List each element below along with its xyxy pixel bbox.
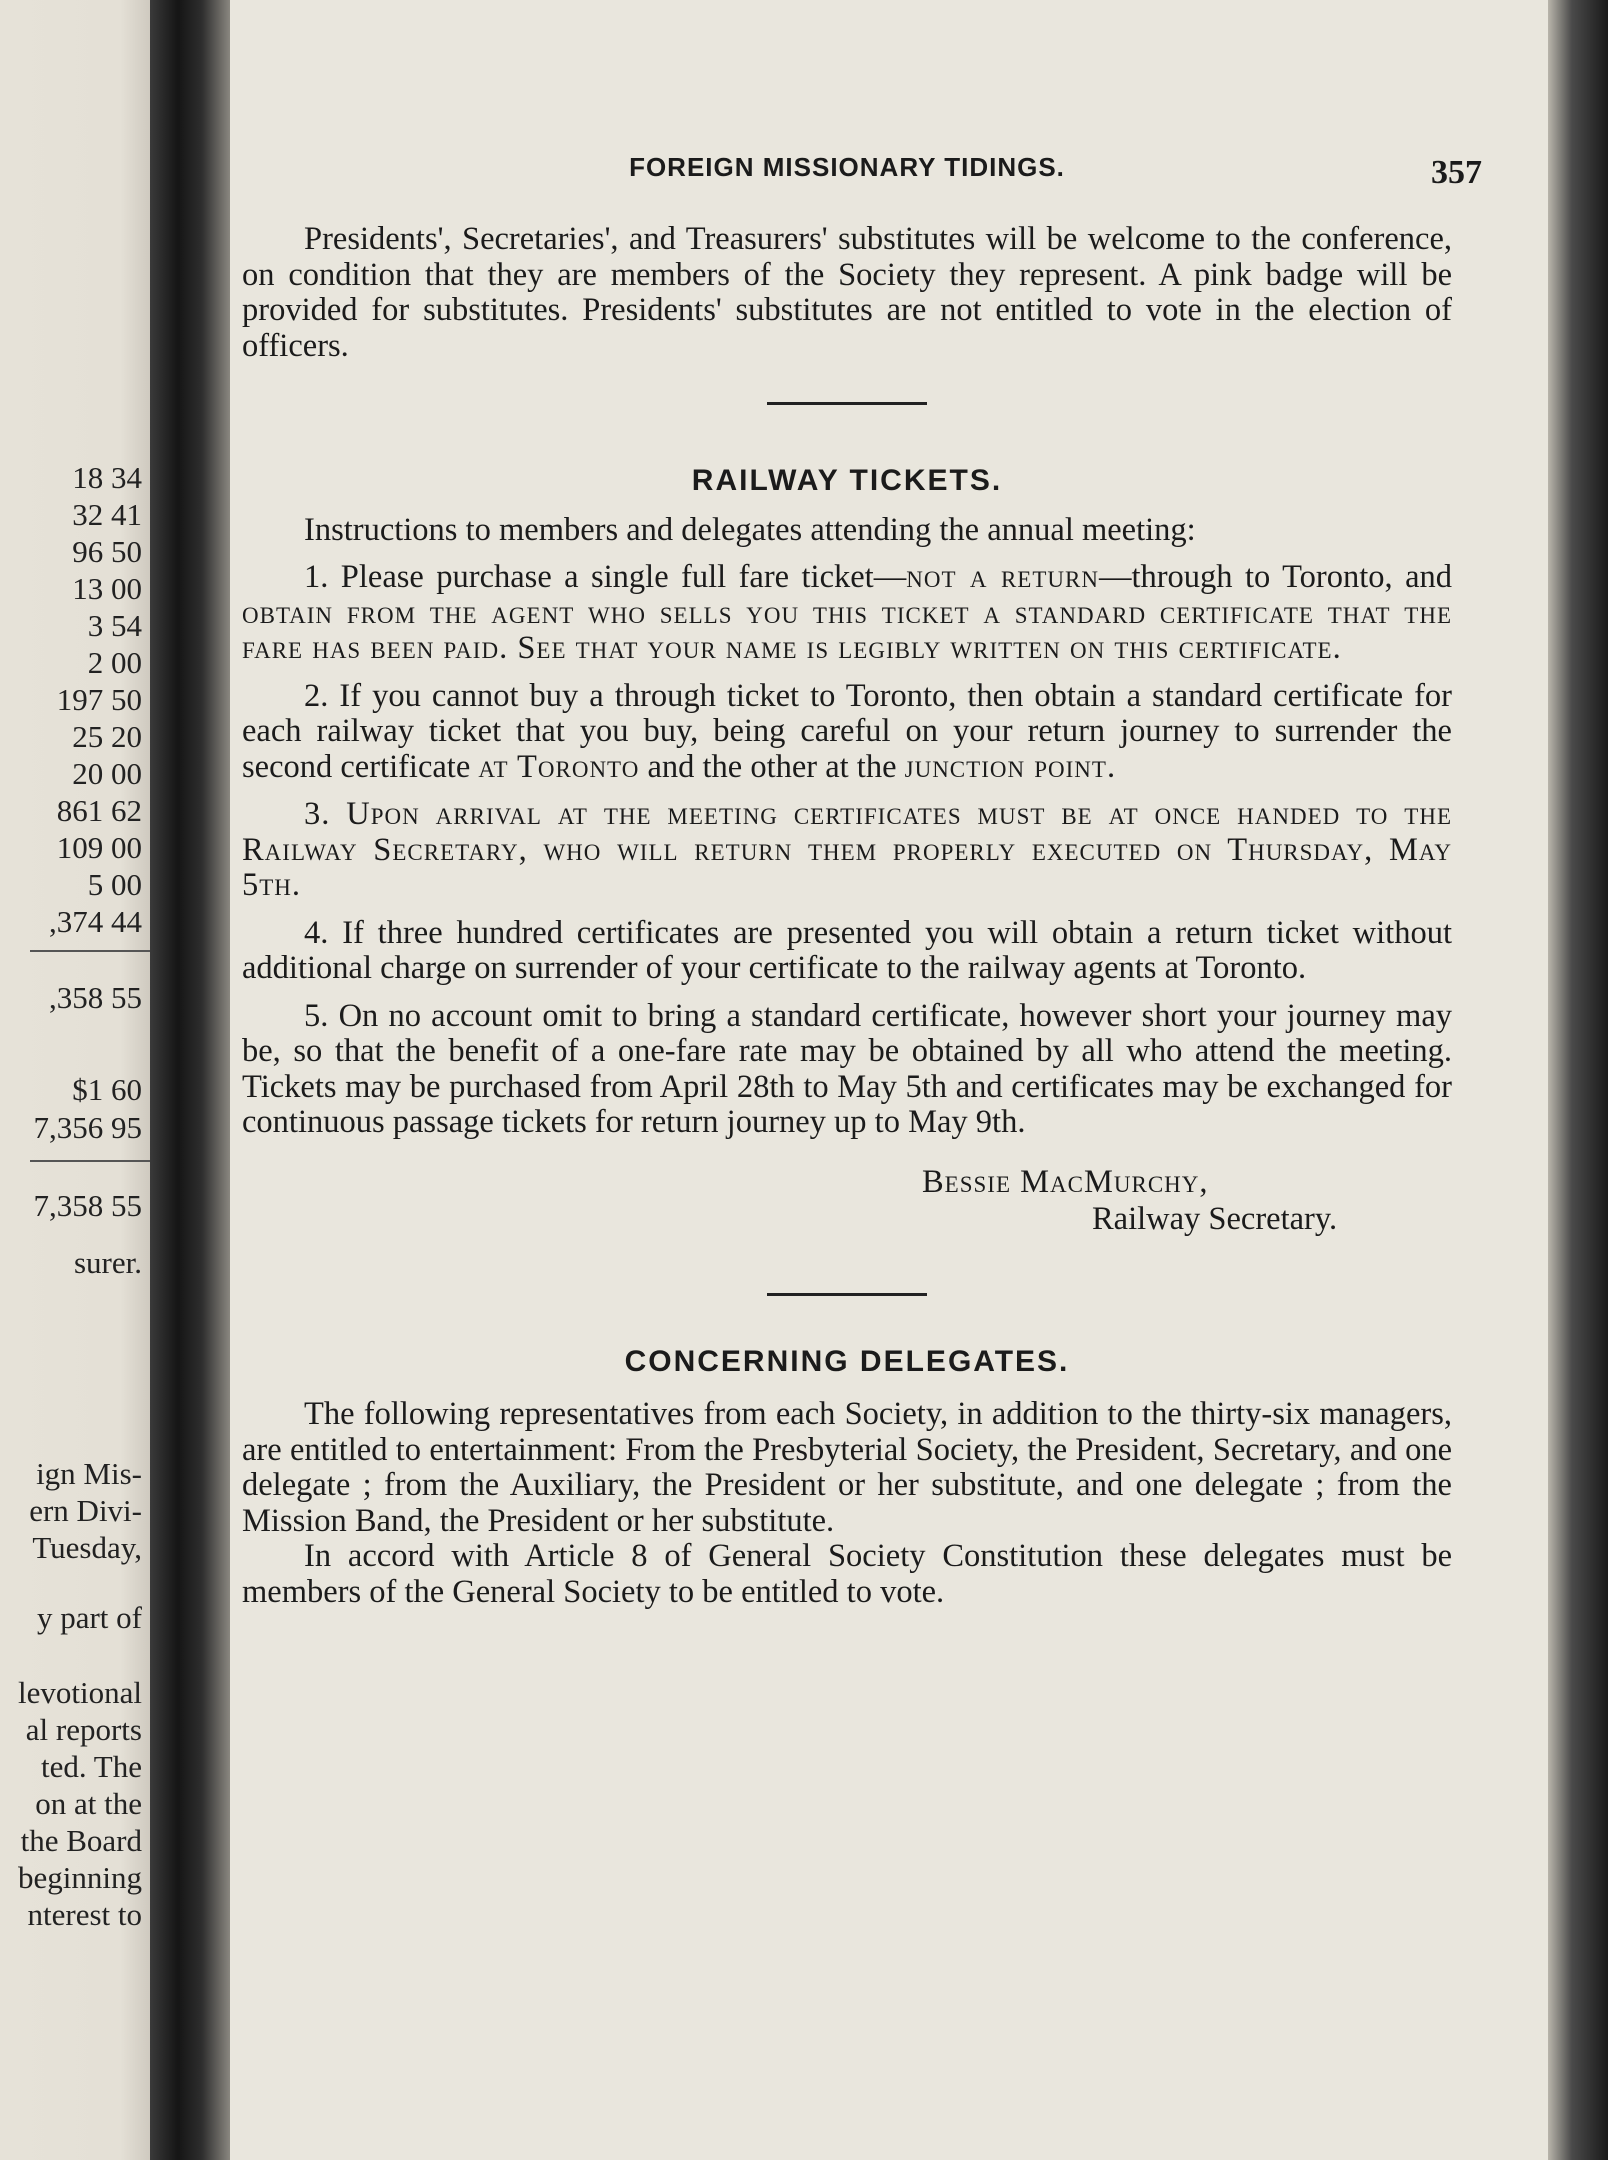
left-fragment: 32 41 (72, 497, 142, 532)
left-fragment: 2 00 (87, 645, 142, 680)
item-text: —through to Toronto, and (1098, 559, 1452, 595)
left-fragment: 861 62 (56, 793, 142, 828)
item-text: 2. If you cannot buy a through ticket to Toronto, then obtain a standard certificate for each railway ticket that you buy, being careful on your return journey to surrender the second certificate (242, 677, 1452, 785)
left-fragment: 5 00 (87, 867, 142, 902)
left-fragment: ted. The (40, 1749, 142, 1784)
delegates-heading: CONCERNING DELEGATES. (624, 1344, 1070, 1378)
railway-heading: RAILWAY TICKETS. (691, 464, 1003, 497)
intro-paragraph: Presidents', Secretaries', and Treasurers' substitutes will be welcome to the conference, on condition that they are members of the Society they represent. A pink badge will be provided for substitutes. Presidents' substitutes are not entitled to vote in the election of officers. (242, 221, 1452, 364)
left-fragment: beginning (18, 1860, 142, 1895)
railway-instructions: Instructions to members and delegates attending the annual meeting: (304, 511, 1196, 548)
railway-item-5: 5. On no account omit to bring a standard certificate, however short your journey may be, so that the benefit of a one-fare rate may be obtained by all who attend the meeting. Tickets may be purchased from April 28th to May 5th and certificates may be exchanged for continuous passage tickets for return journey up to May 9th. (242, 997, 1452, 1140)
left-fragment: 96 50 (72, 534, 142, 569)
railway-item-1 (242, 560, 1452, 667)
left-fragment: 3 54 (87, 608, 142, 643)
item-text: and the other at the (639, 748, 905, 785)
delegates-paragraph-2: In accord with Article 8 of General Society Constitution these delegates must be members of the General Society to be entitled to vote. (242, 1538, 1452, 1610)
left-fragment: al reports (25, 1712, 142, 1747)
railway-item-2 (242, 679, 1452, 786)
section-divider (767, 1293, 927, 1296)
left-fragment: 25 20 (72, 719, 142, 754)
item-emphasis: at Toronto (478, 748, 640, 785)
item-text: . (1106, 748, 1116, 785)
facing-page-fragment (0, 0, 150, 2160)
railway-item-3: 3. Upon arrival at the meeting certificates must be at once handed to the Railway Secretary, who will return them properly executed on Thursday, May 5th. (242, 796, 1452, 903)
book-right-edge (1548, 0, 1608, 2160)
left-fragment: 18 34 (72, 460, 142, 495)
left-fragment: levotional (18, 1675, 142, 1710)
left-fragment: surer. (73, 1245, 142, 1280)
left-fragment: ern Divi- (29, 1493, 142, 1528)
item-emphasis: junction point (904, 748, 1107, 785)
item-emphasis: obtain from the agent who sells you this ticket a standard certificate that the fare has been paid. See that your name is legibly written on this certificate. (242, 594, 1452, 666)
section-divider (767, 402, 927, 405)
left-fragment: ign Mis- (36, 1456, 142, 1491)
left-fragment: 7,358 55 (33, 1188, 142, 1223)
left-fragment: Tuesday, (32, 1530, 142, 1565)
left-fragment: on at the (35, 1786, 142, 1821)
left-fragment: ,358 55 (49, 980, 142, 1015)
page-content (242, 150, 1452, 1610)
left-rule (30, 950, 150, 952)
left-fragment: 13 00 (72, 571, 142, 606)
left-fragment: y part of (36, 1600, 142, 1635)
left-fragment: the Board (20, 1823, 142, 1858)
running-title: FOREIGN MISSIONARY TIDINGS. (629, 152, 1065, 182)
item-text: 1. Please purchase a single full fare ticket— (304, 559, 907, 595)
railway-item-4: 4. If three hundred certificates are presented you will obtain a return ticket without additional charge on surrender of your certificate to the railway agents at Toronto. (242, 914, 1452, 986)
left-fragment: 7,356 95 (33, 1110, 142, 1145)
document-page (230, 0, 1548, 2160)
left-fragment: ,374 44 (49, 904, 142, 939)
left-fragment: 20 00 (72, 756, 142, 791)
left-rule (30, 1160, 150, 1162)
left-fragment: 109 00 (56, 830, 142, 865)
item-emphasis: not a return (906, 559, 1099, 595)
signature-name: Bessie MacMurchy, (922, 1163, 1209, 1200)
left-fragment: $1 60 (72, 1072, 142, 1107)
signature-title: Railway Secretary. (1092, 1201, 1338, 1237)
left-fragment: nterest to (27, 1897, 142, 1932)
delegates-paragraph-1: The following representatives from each Society, in addition to the thirty-six managers, are entitled to entertainment: From the Presbyterial Society, the President, Secretary, and one delegate ; from the Auxiliary, the President or her substitute, and one delegate ; from the Mission Band, the President or her substitute. (242, 1396, 1452, 1539)
book-gutter (150, 0, 230, 2160)
page-number: 357 (1431, 154, 1482, 191)
left-fragment: 197 50 (56, 682, 142, 717)
